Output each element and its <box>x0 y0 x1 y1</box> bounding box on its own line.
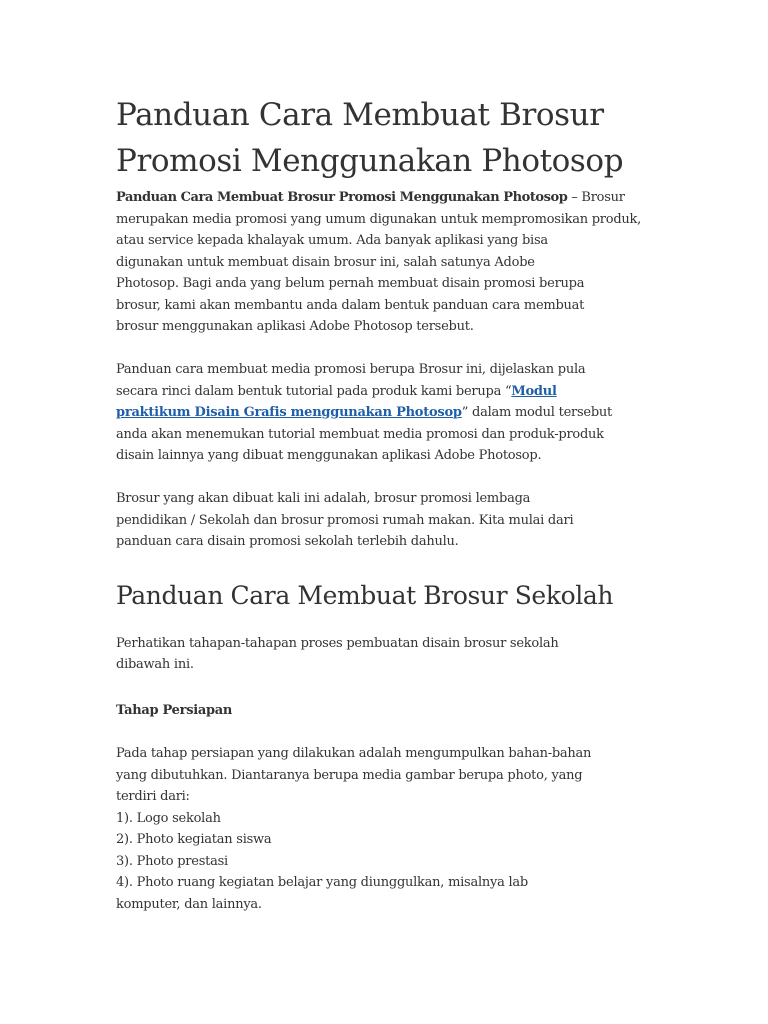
paragraph-gap <box>116 721 661 743</box>
section-gap <box>116 553 661 579</box>
steps-intro-paragraph <box>116 633 661 676</box>
paragraph-line: terdiri dari: <box>116 789 190 804</box>
paragraph-line: digunakan untuk membuat disain brosur ini, salah satunya Adobe <box>116 254 535 270</box>
line-text: secara rinci dalam bentuk tutorial pada produk kami berupa “ <box>116 383 512 399</box>
intro-bold-lead: Panduan Cara Membuat Brosur Promosi Menggunakan Photosop <box>116 190 568 205</box>
intro-dash: – <box>567 190 582 205</box>
paragraph-gap <box>116 676 661 700</box>
paragraph-line <box>116 381 661 403</box>
paragraph-line: atau service kepada khalayak umum. Ada banyak aplikasi yang bisa <box>116 233 548 248</box>
preparation-paragraph <box>116 743 661 808</box>
paragraph-line: merupakan media promosi yang umum digunakan untuk mempromosikan produk, <box>116 211 642 227</box>
paragraph-line: panduan cara disain promosi sekolah terlebih dahulu. <box>116 534 459 549</box>
module-link-part1[interactable]: Modul <box>511 383 557 399</box>
module-link-part2[interactable]: praktikum Disain Grafis menggunakan Photosop <box>116 405 462 420</box>
paragraph-line: disain lainnya yang dibuat menggunakan aplikasi Adobe Photosop. <box>116 448 542 463</box>
list-item: 4). Photo ruang kegiatan belajar yang diunggulkan, misalnya lab <box>116 875 528 890</box>
module-paragraph <box>116 359 661 467</box>
paragraph-line: pendidikan / Sekolah dan brosur promosi rumah makan. Kita mulai dari <box>116 512 574 528</box>
paragraph-line: yang dibutuhkan. Diantaranya berupa media gambar berupa photo, yang <box>116 767 583 783</box>
paragraph-line: brosur menggunakan aplikasi Adobe Photosop tersebut. <box>116 319 474 334</box>
list-item: 2). Photo kegiatan siswa <box>116 832 272 847</box>
title-line: Panduan Cara Membuat Brosur <box>116 97 604 133</box>
document-page <box>116 92 661 915</box>
intro-paragraph <box>116 187 661 338</box>
materials-list <box>116 808 661 916</box>
paragraph-line: Photosop. Bagi anda yang belum pernah membuat disain promosi berupa <box>116 276 585 291</box>
paragraph-gap <box>116 467 661 489</box>
subheading-preparation: Tahap Persiapan <box>116 702 233 718</box>
section-heading: Panduan Cara Membuat Brosur Sekolah <box>116 580 614 610</box>
paragraph-line: Panduan cara membuat media promosi berupa Brosur ini, dijelaskan pula <box>116 362 586 377</box>
paragraph-line: Pada tahap persiapan yang dilakukan adalah mengumpulkan bahan-bahan <box>116 746 592 761</box>
line-text: ” dalam modul tersebut <box>461 405 613 420</box>
page-title <box>116 92 661 184</box>
list-item: 1). Logo sekolah <box>116 810 221 826</box>
list-item: 3). Photo prestasi <box>116 853 228 869</box>
paragraph-line: brosur, kami akan membantu anda dalam bentuk panduan cara membuat <box>116 297 585 313</box>
intro-line-start: Brosur <box>581 190 625 205</box>
paragraph-line <box>116 187 661 209</box>
paragraph-line: Perhatikan tahapan-tahapan proses pembuatan disain brosur sekolah <box>116 635 559 651</box>
list-item: komputer, dan lainnya. <box>116 896 262 912</box>
title-line: Promosi Menggunakan Photosop <box>116 143 624 179</box>
paragraph-gap <box>116 338 661 360</box>
brochure-paragraph <box>116 488 661 553</box>
paragraph-line: Brosur yang akan dibuat kali ini adalah, brosur promosi lembaga <box>116 491 531 506</box>
paragraph-line <box>116 402 661 424</box>
paragraph-line: anda akan menemukan tutorial membuat media promosi dan produk-produk <box>116 426 604 442</box>
section-gap <box>116 613 661 633</box>
paragraph-line: dibawah ini. <box>116 657 194 672</box>
